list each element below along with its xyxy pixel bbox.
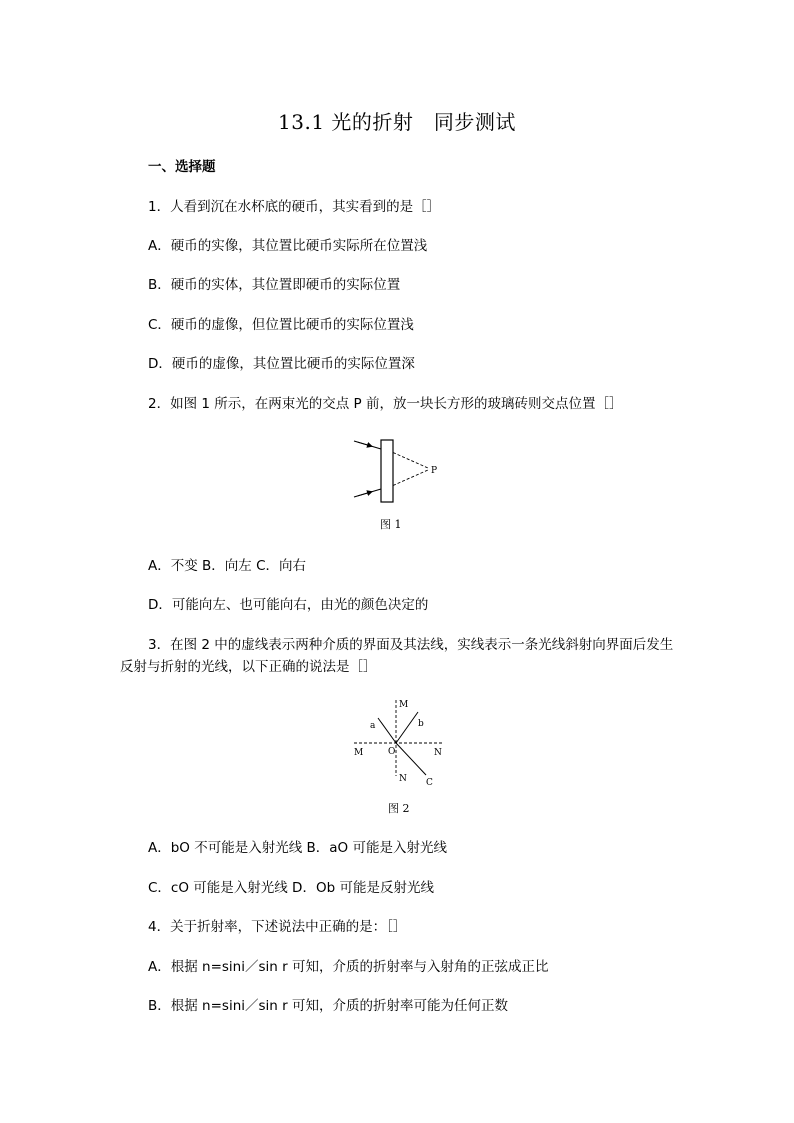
question-3-options-cd: C．cO 可能是入射光线 D．Ob 可能是反射光线 bbox=[148, 880, 434, 896]
label-m-left: M bbox=[354, 748, 364, 758]
question-4-option-a: A．根据 n=sini／sin r 可知，介质的折射率与入射角的正弦成正比 bbox=[148, 959, 549, 975]
figure-2-caption: 图 2 bbox=[388, 802, 410, 815]
ray-c bbox=[396, 743, 426, 775]
label-n-right: N bbox=[434, 748, 442, 758]
figure-1-caption: 图 1 bbox=[380, 518, 402, 531]
figure-1-diagram bbox=[350, 435, 450, 507]
label-m-top: M bbox=[399, 700, 409, 710]
question-1-option-b: B．硬币的实体，其位置即硬币的实际位置 bbox=[148, 277, 401, 293]
label-a: a bbox=[370, 721, 376, 731]
question-4-stem: 4．关于折射率，下述说法中正确的是：［］ bbox=[148, 919, 407, 935]
label-c: C bbox=[426, 778, 433, 788]
label-n-bottom: N bbox=[399, 774, 407, 784]
label-o: O bbox=[388, 747, 396, 757]
question-1-option-a: A．硬币的实像，其位置比硬币实际所在位置浅 bbox=[148, 238, 428, 254]
ray-b bbox=[396, 712, 418, 743]
question-2-option-d: D．可能向左、也可能向右，由光的颜色决定的 bbox=[148, 597, 429, 613]
question-4-option-b: B．根据 n=sini／sin r 可知，介质的折射率可能为任何正数 bbox=[148, 998, 508, 1014]
page-title: 13.1 光的折射 同步测试 bbox=[278, 110, 516, 134]
point-p-label: P bbox=[431, 466, 438, 476]
question-2-options-abc: A．不变 B．向左 C．向右 bbox=[148, 558, 307, 574]
glass-slab bbox=[381, 440, 393, 502]
question-1-option-d: D．硬币的虚像，其位置比硬币的实际位置深 bbox=[148, 356, 415, 372]
question-3-options-ab: A．bO 不可能是入射光线 B．aO 可能是入射光线 bbox=[148, 840, 447, 856]
upper-dashed-extension bbox=[393, 453, 428, 469]
section-heading-choice: 一、选择题 bbox=[148, 159, 216, 175]
question-1-option-c: C．硬币的虚像，但位置比硬币的实际位置浅 bbox=[148, 317, 414, 333]
figure-2-diagram bbox=[350, 696, 446, 790]
ray-a bbox=[378, 718, 396, 743]
lower-dashed-extension bbox=[393, 470, 428, 486]
question-1-stem: 1．人看到沉在水杯底的硬币，其实看到的是［］ bbox=[148, 199, 441, 215]
question-2-stem: 2．如图 1 所示，在两束光的交点 P 前，放一块长方形的玻璃砖则交点位置［］ bbox=[148, 396, 623, 412]
label-b: b bbox=[418, 719, 424, 729]
question-3-stem: 3．在图 2 中的虚线表示两种介质的界面及其法线，实线表示一条光线斜射向界面后发生反射与折射的光线，以下正确的说法是［］ bbox=[120, 637, 674, 675]
